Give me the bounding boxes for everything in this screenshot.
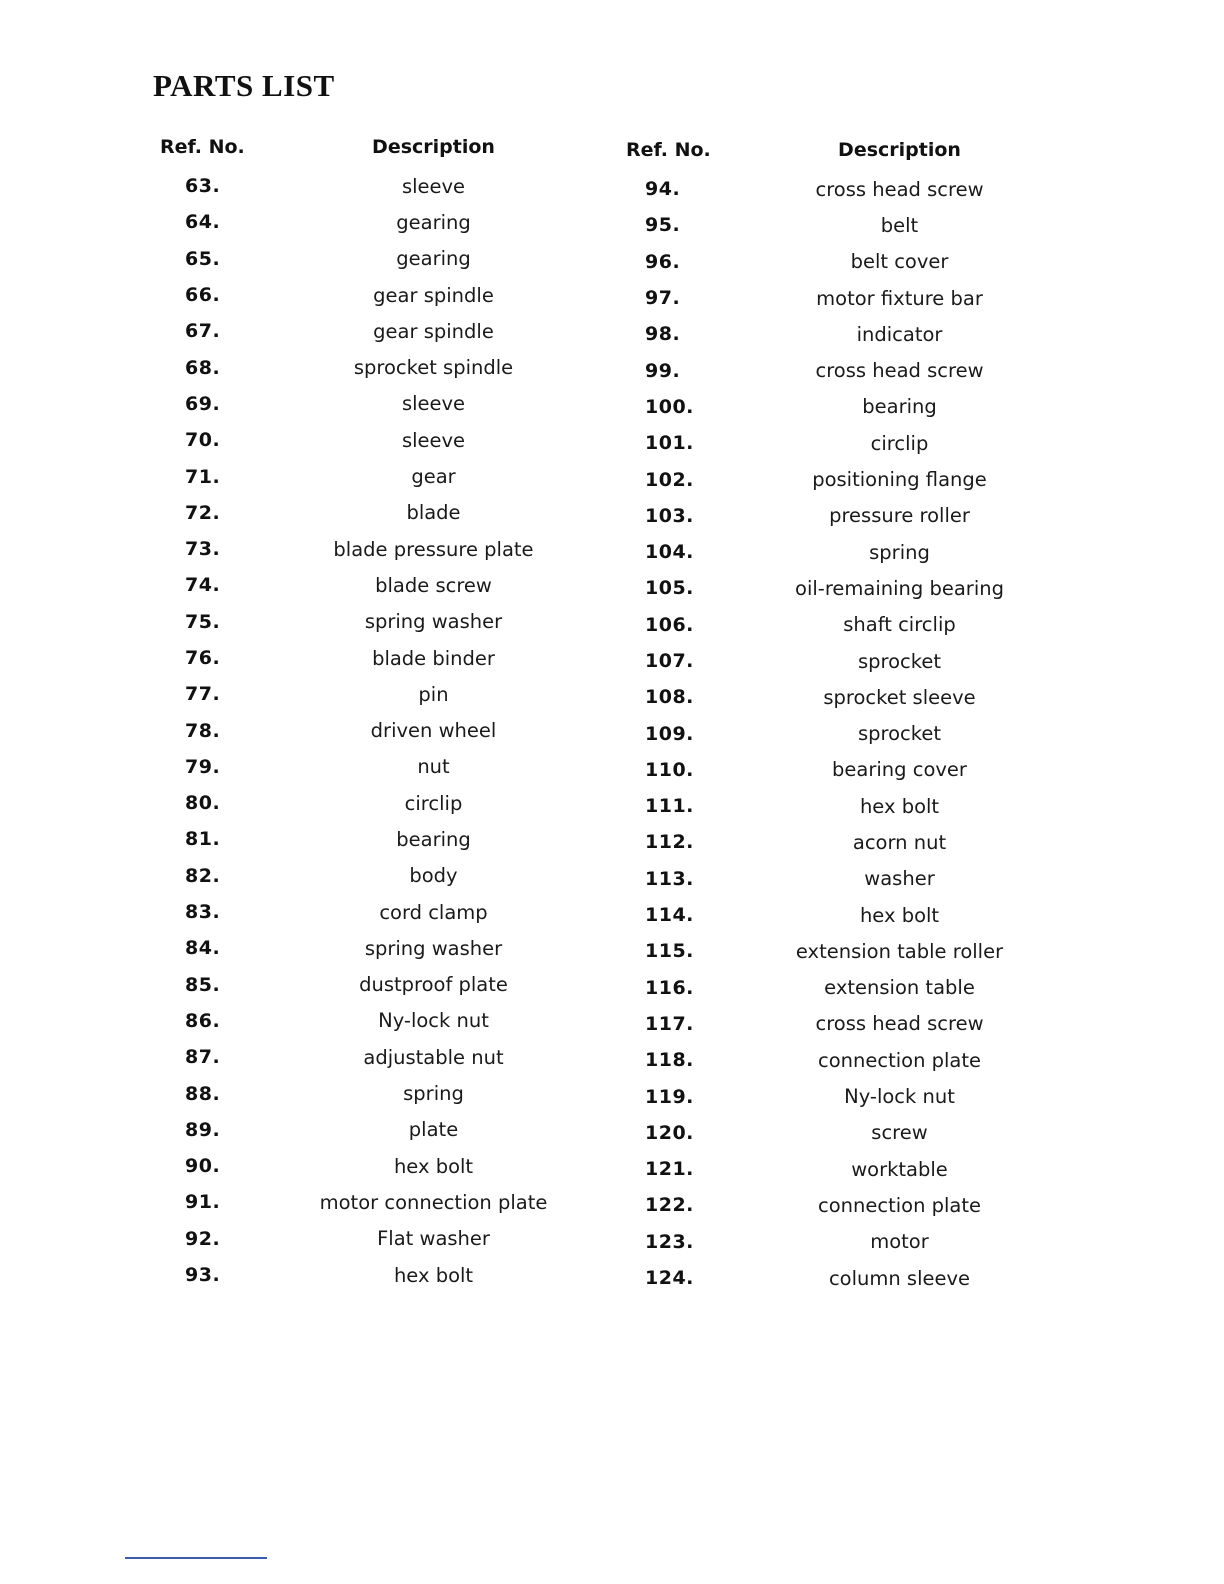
table-row bbox=[626, 244, 1053, 280]
part-description: hex bolt bbox=[393, 1154, 474, 1178]
ref-number: 69. bbox=[185, 392, 221, 415]
table-row bbox=[160, 749, 587, 785]
part-description: worktable bbox=[851, 1157, 948, 1181]
ref-number: 117. bbox=[645, 1012, 694, 1035]
ref-number: 79. bbox=[185, 755, 221, 778]
part-description: extension table roller bbox=[795, 939, 1004, 963]
part-description: Flat washer bbox=[377, 1227, 490, 1251]
table-row bbox=[626, 752, 1053, 788]
ref-number: 101. bbox=[645, 432, 694, 455]
ref-number: 82. bbox=[185, 864, 221, 887]
part-description: motor connection plate bbox=[319, 1190, 548, 1214]
table-row bbox=[160, 531, 587, 567]
table-row bbox=[626, 1187, 1053, 1223]
part-description: connection plate bbox=[817, 1048, 982, 1072]
table-row bbox=[626, 1115, 1053, 1151]
table-row bbox=[626, 171, 1053, 207]
table-row bbox=[160, 640, 587, 676]
ref-number: 71. bbox=[185, 465, 221, 488]
description-header: Description bbox=[838, 139, 961, 161]
part-description: adjustable nut bbox=[363, 1045, 504, 1069]
ref-number: 89. bbox=[185, 1118, 221, 1141]
part-description: cord clamp bbox=[379, 900, 488, 924]
table-row bbox=[626, 897, 1053, 933]
part-description: washer bbox=[864, 867, 935, 891]
part-description: indicator bbox=[856, 322, 943, 346]
ref-number: 121. bbox=[645, 1158, 694, 1181]
ref-number: 122. bbox=[645, 1194, 694, 1217]
table-row bbox=[160, 967, 587, 1003]
part-description: dustproof plate bbox=[359, 973, 508, 997]
ref-number: 107. bbox=[645, 650, 694, 672]
part-description: positioning flange bbox=[812, 468, 987, 492]
part-description: oil-remaining bearing bbox=[795, 576, 1004, 600]
part-description: hex bolt bbox=[859, 903, 940, 927]
part-description: bearing bbox=[396, 827, 471, 851]
part-description: driven wheel bbox=[370, 719, 497, 743]
part-description: motor bbox=[870, 1230, 929, 1254]
footnote-divider bbox=[125, 1557, 267, 1559]
table-row bbox=[160, 386, 587, 422]
ref-number: 116. bbox=[645, 976, 694, 999]
table-row bbox=[160, 894, 587, 930]
ref-number: 103. bbox=[645, 504, 694, 527]
ref-number: 96. bbox=[645, 250, 681, 273]
ref-number: 99. bbox=[645, 359, 681, 382]
ref-number: 93. bbox=[185, 1264, 221, 1287]
part-description: belt cover bbox=[850, 250, 949, 274]
part-description: bearing cover bbox=[832, 758, 967, 782]
ref-number: 76. bbox=[185, 647, 221, 669]
table-row bbox=[160, 168, 587, 204]
table-row bbox=[160, 1148, 587, 1184]
part-description: hex bolt bbox=[393, 1263, 474, 1287]
part-description: blade pressure plate bbox=[333, 537, 534, 561]
part-description: screw bbox=[871, 1121, 928, 1145]
part-description: sprocket spindle bbox=[353, 356, 514, 380]
table-header-right bbox=[626, 136, 1053, 164]
ref-number: 75. bbox=[185, 610, 221, 633]
table-row bbox=[626, 207, 1053, 243]
table-row bbox=[626, 498, 1053, 534]
table-row bbox=[160, 712, 587, 748]
ref-number: 115. bbox=[645, 940, 694, 963]
part-description: spring bbox=[869, 540, 930, 564]
ref-number: 77. bbox=[185, 683, 221, 706]
part-description: sprocket bbox=[857, 722, 942, 746]
part-description: body bbox=[409, 864, 458, 888]
table-row bbox=[626, 788, 1053, 824]
ref-number: 85. bbox=[185, 973, 221, 996]
part-description: bearing bbox=[862, 395, 937, 419]
table-row bbox=[160, 1184, 587, 1220]
ref-number: 109. bbox=[645, 722, 694, 745]
ref-number: 105. bbox=[645, 577, 694, 600]
ref-number: 70. bbox=[185, 429, 221, 452]
ref-number: 95. bbox=[645, 214, 681, 237]
ref-number: 123. bbox=[645, 1230, 694, 1253]
part-description: cross head screw bbox=[815, 359, 984, 383]
part-description: gear bbox=[411, 465, 456, 489]
table-row bbox=[626, 607, 1053, 643]
ref-no-header: Ref. No. bbox=[160, 136, 245, 158]
table-row bbox=[626, 570, 1053, 606]
part-description: sleeve bbox=[401, 174, 466, 198]
table-row bbox=[160, 277, 587, 313]
ref-number: 98. bbox=[645, 323, 681, 346]
part-description: belt bbox=[880, 213, 919, 237]
ref-number: 104. bbox=[645, 541, 694, 564]
part-description: pressure roller bbox=[829, 504, 970, 528]
table-row bbox=[626, 1151, 1053, 1187]
ref-number: 100. bbox=[645, 395, 694, 418]
rows-left bbox=[160, 168, 587, 1293]
ref-number: 64. bbox=[185, 211, 221, 234]
table-row bbox=[160, 676, 587, 712]
table-row bbox=[160, 930, 587, 966]
part-description: sprocket bbox=[857, 649, 942, 673]
table-row bbox=[626, 1078, 1053, 1114]
part-description: blade bbox=[406, 501, 461, 525]
part-description: cross head screw bbox=[815, 177, 984, 201]
table-row bbox=[626, 1224, 1053, 1260]
part-description: gear spindle bbox=[373, 319, 494, 343]
table-row bbox=[160, 313, 587, 349]
ref-number: 73. bbox=[185, 538, 221, 561]
table-row bbox=[626, 679, 1053, 715]
part-description: cross head screw bbox=[815, 1012, 984, 1036]
table-row bbox=[160, 349, 587, 385]
table-row bbox=[626, 534, 1053, 570]
table-row bbox=[160, 858, 587, 894]
part-description: motor fixture bar bbox=[816, 286, 983, 310]
table-row bbox=[160, 241, 587, 277]
table-row bbox=[160, 1112, 587, 1148]
part-description: pin bbox=[418, 682, 449, 706]
ref-number: 72. bbox=[185, 501, 221, 524]
part-description: column sleeve bbox=[828, 1266, 971, 1290]
ref-number: 114. bbox=[645, 904, 694, 927]
ref-number: 65. bbox=[185, 247, 221, 270]
part-description: shaft circlip bbox=[843, 613, 956, 637]
table-row bbox=[160, 604, 587, 640]
part-description: circlip bbox=[870, 431, 929, 455]
table-row bbox=[626, 352, 1053, 388]
ref-number: 94. bbox=[645, 178, 681, 201]
ref-number: 111. bbox=[645, 795, 694, 818]
part-description: plate bbox=[408, 1118, 459, 1142]
table-row bbox=[626, 715, 1053, 751]
ref-number: 110. bbox=[645, 758, 694, 781]
part-description: hex bolt bbox=[859, 794, 940, 818]
ref-number: 97. bbox=[645, 287, 681, 310]
description-header: Description bbox=[372, 136, 495, 158]
table-row bbox=[160, 204, 587, 240]
table-row bbox=[160, 567, 587, 603]
ref-number: 66. bbox=[185, 284, 221, 307]
table-row bbox=[160, 1003, 587, 1039]
part-description: spring washer bbox=[364, 936, 503, 960]
ref-no-header: Ref. No. bbox=[626, 139, 711, 161]
part-description: sleeve bbox=[401, 428, 466, 452]
rows-right bbox=[626, 171, 1053, 1296]
ref-number: 63. bbox=[185, 175, 221, 198]
table-row bbox=[160, 1257, 587, 1293]
ref-number: 90. bbox=[185, 1155, 221, 1178]
part-description: sprocket sleeve bbox=[823, 685, 976, 709]
part-description: nut bbox=[417, 755, 450, 779]
table-row bbox=[626, 970, 1053, 1006]
ref-number: 68. bbox=[185, 356, 221, 379]
table-header-left bbox=[160, 133, 587, 161]
part-description: blade screw bbox=[375, 573, 492, 597]
part-description: acorn nut bbox=[852, 830, 947, 854]
part-description: gear spindle bbox=[373, 283, 494, 307]
ref-number: 86. bbox=[185, 1009, 221, 1032]
ref-number: 112. bbox=[645, 831, 694, 854]
page-title: PARTS LIST bbox=[153, 68, 335, 103]
ref-number: 118. bbox=[645, 1049, 694, 1072]
ref-number: 88. bbox=[185, 1082, 221, 1105]
part-description: gearing bbox=[396, 210, 471, 234]
table-row bbox=[160, 1039, 587, 1075]
ref-number: 91. bbox=[185, 1191, 221, 1214]
table-row bbox=[626, 316, 1053, 352]
ref-number: 119. bbox=[645, 1085, 694, 1108]
ref-number: 120. bbox=[645, 1121, 694, 1144]
ref-number: 124. bbox=[645, 1267, 694, 1290]
ref-number: 83. bbox=[185, 901, 221, 924]
ref-number: 87. bbox=[185, 1046, 221, 1069]
parts-table-left bbox=[160, 133, 587, 1293]
table-row bbox=[626, 933, 1053, 969]
table-row bbox=[626, 1042, 1053, 1078]
parts-table-right bbox=[626, 136, 1053, 1296]
part-description: sleeve bbox=[401, 392, 466, 416]
table-row bbox=[160, 422, 587, 458]
table-row bbox=[626, 861, 1053, 897]
table-row bbox=[160, 1075, 587, 1111]
ref-number: 81. bbox=[185, 828, 221, 851]
table-row bbox=[626, 1260, 1053, 1296]
table-row bbox=[626, 425, 1053, 461]
ref-number: 84. bbox=[185, 937, 221, 960]
table-row bbox=[626, 1006, 1053, 1042]
part-description: connection plate bbox=[817, 1193, 982, 1217]
part-description: Ny-lock nut bbox=[844, 1085, 955, 1109]
part-description: circlip bbox=[404, 791, 463, 815]
ref-number: 92. bbox=[185, 1227, 221, 1250]
ref-number: 74. bbox=[185, 574, 221, 597]
ref-number: 113. bbox=[645, 867, 694, 890]
ref-number: 78. bbox=[185, 719, 221, 742]
part-description: extension table bbox=[824, 976, 975, 1000]
part-description: Ny-lock nut bbox=[378, 1009, 489, 1033]
table-row bbox=[160, 458, 587, 494]
table-row bbox=[626, 461, 1053, 497]
table-row bbox=[160, 785, 587, 821]
table-row bbox=[160, 495, 587, 531]
table-row bbox=[626, 643, 1053, 679]
table-row bbox=[160, 821, 587, 857]
ref-number: 106. bbox=[645, 613, 694, 636]
ref-number: 108. bbox=[645, 686, 694, 709]
table-row bbox=[626, 280, 1053, 316]
ref-number: 80. bbox=[185, 792, 221, 815]
ref-number: 102. bbox=[645, 468, 694, 491]
part-description: spring bbox=[403, 1082, 464, 1106]
part-description: gearing bbox=[396, 247, 471, 271]
table-row bbox=[626, 824, 1053, 860]
table-row bbox=[626, 389, 1053, 425]
table-row bbox=[160, 1221, 587, 1257]
part-description: spring washer bbox=[364, 610, 503, 634]
ref-number: 67. bbox=[185, 320, 221, 343]
part-description: blade binder bbox=[372, 646, 495, 670]
